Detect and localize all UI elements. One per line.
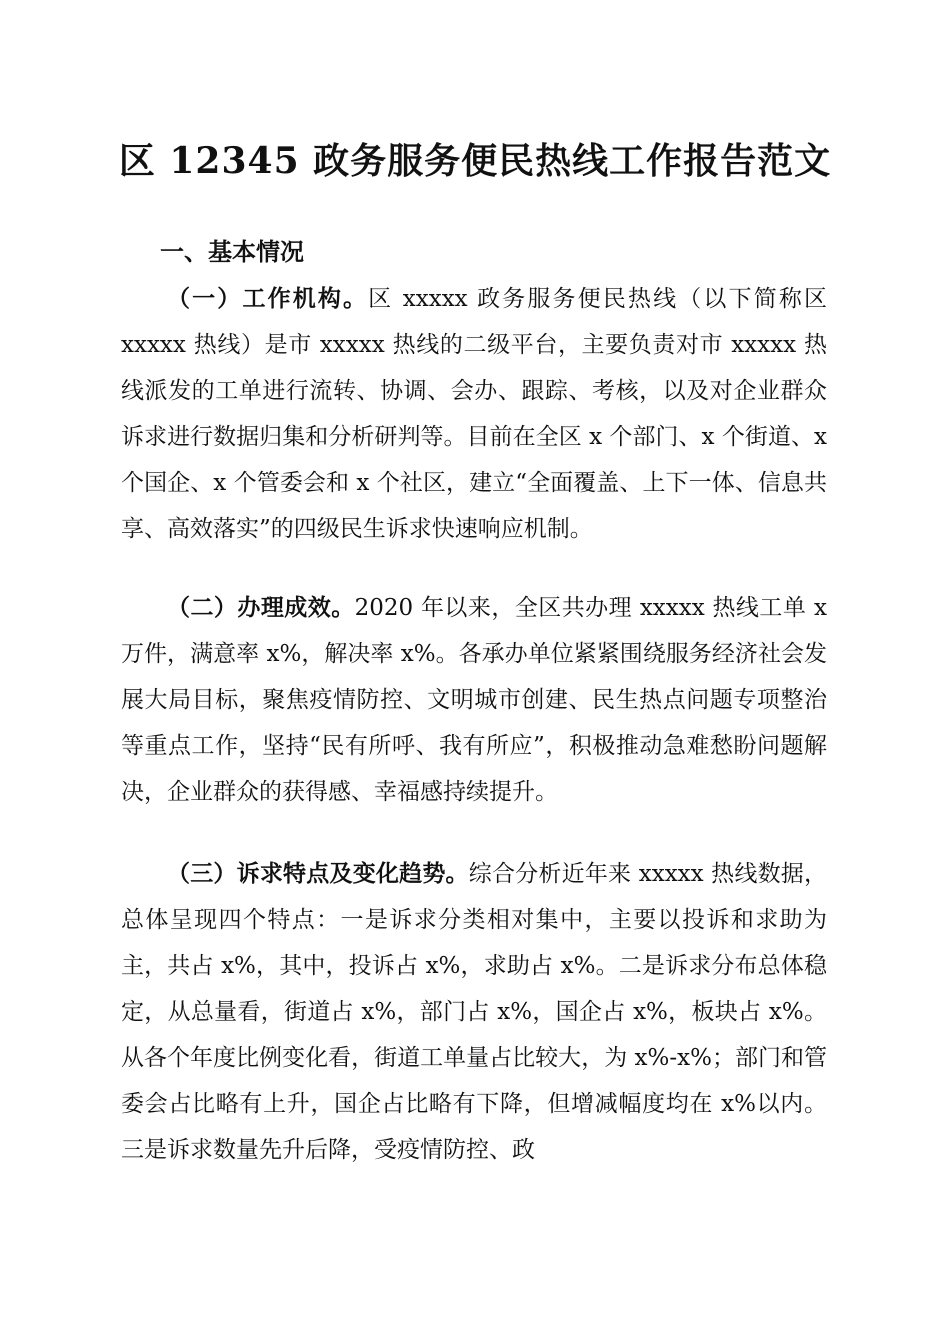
paragraph-text: 综合分析近年来 xxxxx 热线数据，总体呈现四个特点：一是诉求分类相对集中，主要以投诉和求助为主，共占 x%，其中，投诉占 x%，求助占 x%。二是诉求分布总体稳定，从总量看，街道占 x%，部门占 x%，国企占 x%，板块占 x%。从各个年度比例变化看，街道工单量占比较大，为 x%-x%；部门和管委会占比略有上升，国企占比略有下降，但增减幅度均在 x%以内。三是诉求数量先升后降，受疫情防控、政 [121,861,828,1163]
paragraph-handling-results [121,585,827,815]
paragraph-lead: （三）诉求特点及变化趋势。 [167,861,469,887]
paragraph-work-organization [121,276,827,552]
paragraph-lead: （一）工作机构。 [167,286,369,312]
paragraph-lead: （二）办理成效。 [167,595,355,621]
paragraph-appeal-trends [121,851,827,1173]
paragraph-text: 2020 年以来，全区共办理 xxxxx 热线工单 x 万件，满意率 x%，解决率 x%。各承办单位紧紧围绕服务经济社会发展大局目标，聚焦疫情防控、文明城市创建、民生热点问题专项整治等重点工作，坚持“民有所呼、我有所应”，积极推动急难愁盼问题解决，企业群众的获得感、幸福感持续提升。 [121,595,828,805]
section-heading: 一、基本情况 [160,238,304,266]
paragraph-text: 区 xxxxx 政务服务便民热线（以下简称区 xxxxx 热线）是市 xxxxx 热线的二级平台，主要负责对市 xxxxx 热线派发的工单进行流转、协调、会办、跟踪、考核，以及对企业群众诉求进行数据归集和分析研判等。目前在全区 x 个部门、x 个街道、x 个国企、x 个管委会和 x 个社区，建立“全面覆盖、上下一体、信息共享、高效落实”的四级民生诉求快速响应机制。 [121,286,827,542]
document-title: 区 12345 政务服务便民热线工作报告范文 [118,140,832,182]
